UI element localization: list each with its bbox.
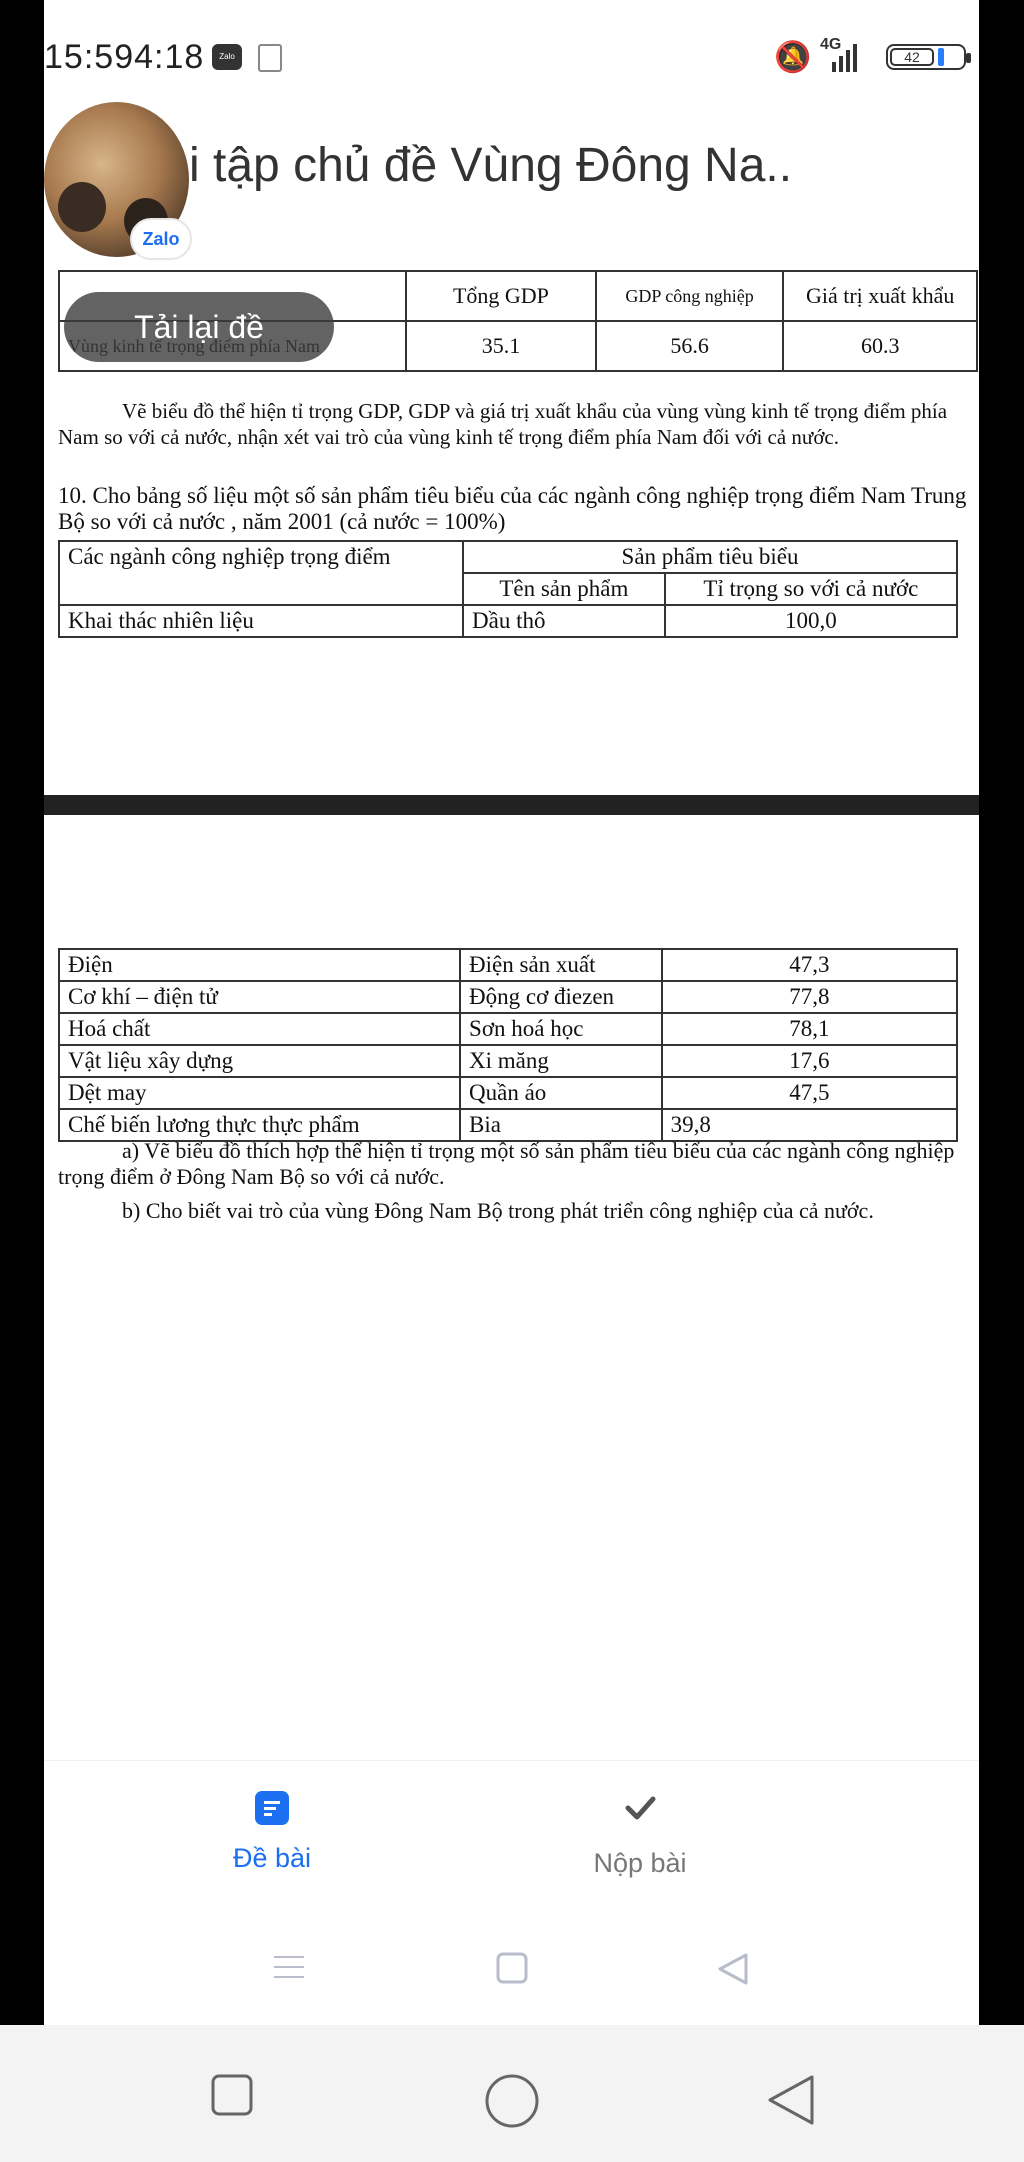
table-cell: Chế biến lương thực thực phẩm — [59, 1109, 460, 1141]
table-cell: 56.6 — [596, 321, 784, 371]
question-a: a) Vẽ biểu đồ thích hợp thể hiện tỉ trọng một số sản phẩm tiêu biểu của các ngành công nghiệp trọng điểm ở Đông Nam Bộ so với cả nước. — [58, 1138, 955, 1189]
network-type: 4G — [820, 36, 842, 53]
table-cell: Dầu thô — [463, 605, 665, 637]
table-row — [59, 1077, 957, 1109]
tab-label: Nộp bài — [593, 1848, 687, 1878]
battery-level: 42 — [890, 48, 934, 66]
table-cell: Xi măng — [460, 1045, 662, 1077]
table-cell: 47,3 — [662, 949, 957, 981]
download-icon — [258, 44, 282, 72]
table-row — [59, 1045, 957, 1077]
table-header: Tổng GDP — [406, 271, 596, 321]
table-cell: 17,6 — [662, 1045, 957, 1077]
battery-icon — [886, 44, 966, 70]
tab-de-bai[interactable] — [122, 1791, 422, 1874]
table-cell: Dệt may — [59, 1077, 460, 1109]
home-circle-icon[interactable] — [484, 2073, 540, 2129]
tab-nop-bai[interactable] — [490, 1791, 790, 1879]
table-header: Tỉ trọng so với cả nước — [665, 573, 957, 605]
table-cell: Điện — [59, 949, 460, 981]
table-header: GDP công nghiệp — [596, 271, 784, 321]
inner-nav-bar — [44, 1912, 979, 2022]
table-header: Giá trị xuất khẩu — [783, 271, 977, 321]
status-time: 15:594:18 — [44, 38, 205, 76]
checkmark-icon — [623, 1791, 657, 1825]
table-cell: Động cơ điezen — [460, 981, 662, 1013]
table-cell: 60.3 — [783, 321, 977, 371]
industry-table-part2 — [58, 948, 958, 1142]
table-cell: 77,8 — [662, 981, 957, 1013]
status-bar — [44, 0, 979, 110]
table-cell: 100,0 — [665, 605, 957, 637]
table-cell: Khai thác nhiên liệu — [59, 605, 463, 637]
home-square-icon[interactable] — [496, 1952, 528, 1984]
back-triangle-icon[interactable] — [716, 1952, 750, 1986]
right-black-bar — [979, 0, 1024, 2025]
app-screen — [44, 0, 979, 2025]
zalo-notification-icon: Zalo — [212, 44, 242, 70]
recent-apps-icon[interactable] — [210, 2073, 254, 2117]
industry-table-part1 — [58, 540, 958, 638]
table-row — [59, 605, 957, 637]
bottom-tab-bar — [44, 1760, 979, 1900]
table-cell: Điện sản xuất — [460, 949, 662, 981]
table-cell: 47,5 — [662, 1077, 957, 1109]
tab-label: Đề bài — [232, 1843, 312, 1873]
reload-exercise-button[interactable]: Tải lại đề — [64, 292, 334, 362]
left-black-bar — [0, 0, 44, 2025]
table-cell: 39,8 — [662, 1109, 957, 1141]
menu-icon[interactable] — [272, 1952, 306, 1982]
table-cell: Hoá chất — [59, 1013, 460, 1045]
question-b: b) Cho biết vai trò của vùng Đông Nam Bộ trong phát triển công nghiệp của cả nước. — [122, 1198, 874, 1223]
bell-muted-icon: 🔕 — [774, 41, 812, 74]
table-cell: Vật liệu xây dựng — [59, 1045, 460, 1077]
table-cell: 78,1 — [662, 1013, 957, 1045]
document-icon — [255, 1791, 289, 1825]
table-row — [59, 1109, 957, 1141]
paragraph: Vẽ biểu đồ thể hiện tỉ trọng GDP, GDP và giá trị xuất khẩu của vùng vùng kinh tế trọng điểm phía Nam so với cả nước, nhận xét vai trò của vùng kinh tế trọng điểm phía Nam đối với cả nước. — [58, 399, 948, 449]
table-row — [59, 981, 957, 1013]
table-header: Sản phẩm tiêu biểu — [463, 541, 957, 573]
table-cell: Sơn hoá học — [460, 1013, 662, 1045]
table-header: Các ngành công nghiệp trọng điểm — [59, 541, 463, 605]
table-row — [59, 1013, 957, 1045]
table-row — [59, 949, 957, 981]
system-nav-bar — [0, 2025, 1024, 2162]
table-cell: Quần áo — [460, 1077, 662, 1109]
table-cell: Cơ khí – điện tử — [59, 981, 460, 1013]
table-cell: Bia — [460, 1109, 662, 1141]
page-divider — [44, 795, 979, 815]
zalo-badge: Zalo — [130, 218, 192, 260]
table-header: Tên sản phẩm — [463, 573, 665, 605]
paragraph: 10. Cho bảng số liệu một số sản phẩm tiêu biểu của các ngành công nghiệp trọng điểm Nam Trung Bộ so với cả nước , năm 2001 (cả nước = 100%) — [58, 483, 967, 534]
table-row — [59, 541, 957, 573]
page-title: i tập chủ đề Vùng Đông Na.. — [189, 139, 793, 192]
back-icon[interactable] — [766, 2073, 816, 2127]
table-cell: 35.1 — [406, 321, 596, 371]
